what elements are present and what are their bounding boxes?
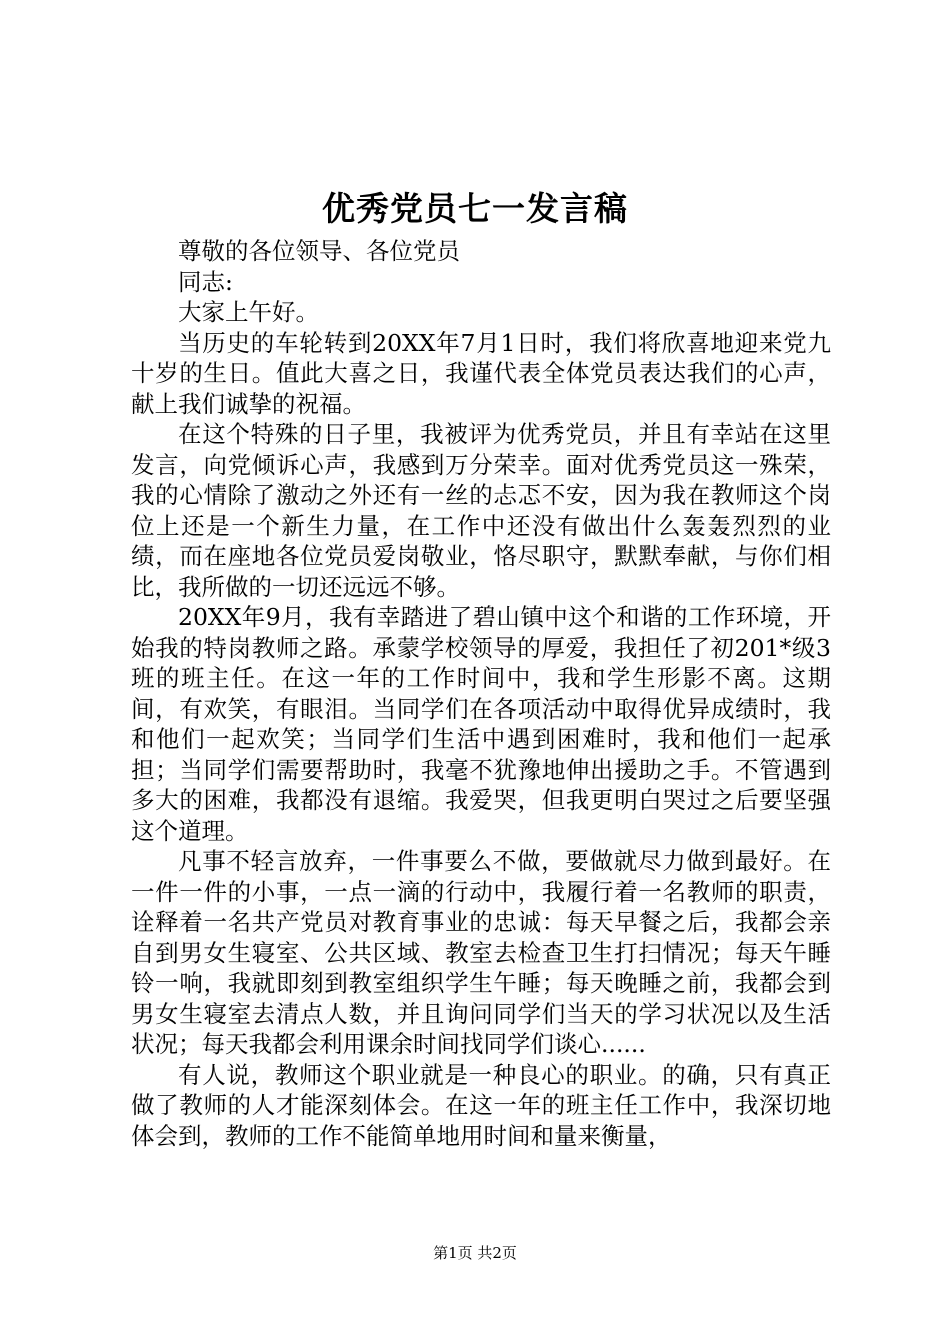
document-body — [131, 236, 831, 1151]
paragraph: 在这个特殊的日子里，我被评为优秀党员，并且有幸站在这里发言，向党倾诉心声，我感到万分荣幸。面对优秀党员这一殊荣，我的心情除了激动之外还有一丝的忐忑不安，因为我在教师这个岗位上还是一个新生力量，在工作中还没有做出什么轰轰烈烈的业绩，而在座地各位党员爱岗敬业，恪尽职守，默默奉献，与你们相比，我所做的一切还远远不够。 — [131, 420, 831, 601]
paragraph: 凡事不轻言放弃，一件事要么不做，要做就尽力做到最好。在一件一件的小事，一点一滴的行动中，我履行着一名教师的职责，诠释着一名共产党员对教育事业的忠诚：每天早餐之后，我都会亲自到男女生寝室、公共区域、教室去检查卫生打扫情况；每天午睡铃一响，我就即刻到教室组织学生午睡；每天晚睡之前，我都会到男女生寝室去清点人数，并且询问同学们当天的学习状况以及生活状况；每天我都会利用课余时间找同学们谈心...... — [131, 847, 831, 1058]
page-footer: 第1页 共2页 — [433, 1244, 517, 1262]
paragraph: 有人说，教师这个职业就是一种良心的职业。的确，只有真正做了教师的人才能深刻体会。在这一年的班主任工作中，我深切地体会到，教师的工作不能简单地用时间和量来衡量， — [131, 1060, 831, 1150]
document-title: 优秀党员七一发言稿 — [322, 189, 628, 228]
greeting: 大家上午好。 — [178, 298, 319, 326]
paragraph: 20XX年9月，我有幸踏进了碧山镇中这个和谐的工作环境，开始我的特岗教师之路。承蒙学校领导的厚爱，我担任了初201*级3班的班主任。在这一年的工作时间中，我和学生形影不离。这期间，有欢笑，有眼泪。当同学们在各项活动中取得优异成绩时，我和他们一起欢笑；当同学们生活中遇到困难时，我和他们一起承担；当同学们需要帮助时，我毫不犹豫地伸出援助之手。不管遇到多大的困难，我都没有退缩。我爱哭，但我更明白哭过之后要坚强这个道理。 — [131, 603, 831, 845]
paragraph: 当历史的车轮转到20XX年7月1日时，我们将欣喜地迎来党九十岁的生日。值此大喜之日，我谨代表全体党员表达我们的心声，献上我们诚挚的祝福。 — [131, 328, 831, 418]
salutation-line-2: 同志: — [178, 267, 233, 296]
salutation-line-1: 尊敬的各位领导、各位党员 — [178, 237, 460, 265]
